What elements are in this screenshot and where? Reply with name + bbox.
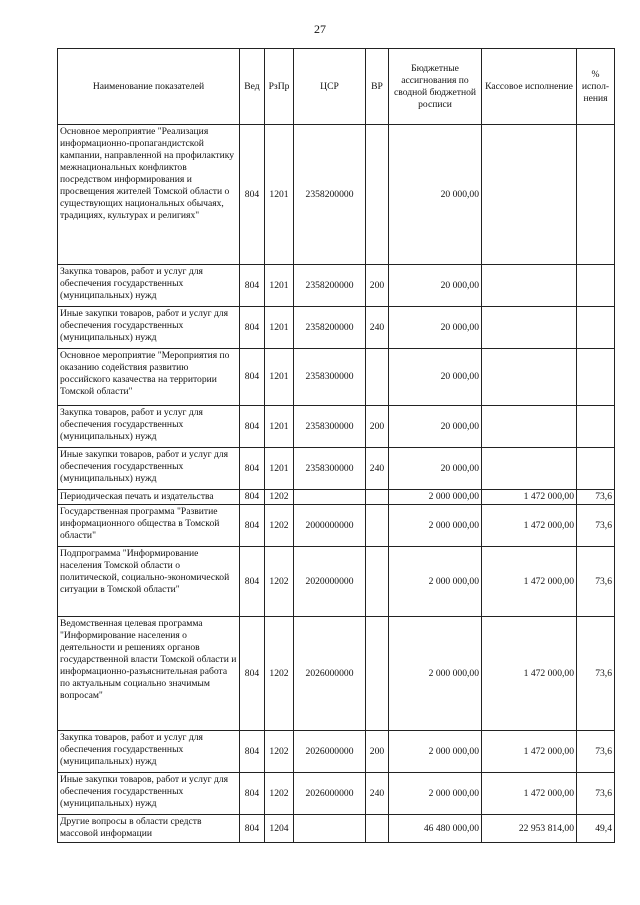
row-rzpr: 1201: [265, 307, 294, 349]
row-ved: 804: [240, 773, 265, 815]
row-ved: 804: [240, 490, 265, 505]
row-csr: 2358200000: [294, 265, 366, 307]
row-cash: 1 472 000,00: [482, 617, 577, 731]
row-csr: 2026000000: [294, 731, 366, 773]
row-ved: 804: [240, 125, 265, 265]
row-budget: 2 000 000,00: [389, 490, 482, 505]
table-row: [58, 547, 615, 617]
row-budget: 2 000 000,00: [389, 773, 482, 815]
row-vr: [366, 349, 389, 406]
row-cash: 22 953 814,00: [482, 815, 577, 843]
row-ved: 804: [240, 406, 265, 448]
row-csr: 2026000000: [294, 773, 366, 815]
row-rzpr: 1202: [265, 490, 294, 505]
row-csr: 2358200000: [294, 125, 366, 265]
row-name: Другие вопросы в области средств массовой информации: [58, 815, 240, 843]
table-row: [58, 349, 615, 406]
row-csr: 2000000000: [294, 505, 366, 547]
row-name: Иные закупки товаров, работ и услуг для обеспечения государственных (муниципальных) нужд: [58, 307, 240, 349]
table-row: [58, 265, 615, 307]
row-pct: 73,6: [577, 731, 615, 773]
row-pct: 73,6: [577, 773, 615, 815]
header-cash: Кассовое исполнение: [482, 49, 577, 125]
row-rzpr: 1202: [265, 731, 294, 773]
row-name: Основное мероприятие "Реализация информационно-пропагандистской кампании, направленной на профилактику межнациональных конфликтов посредством информирования и просвещения жителей Томской области о существующих национальных обычаях, традициях, культурах и религиях": [58, 125, 240, 265]
row-pct: [577, 406, 615, 448]
row-ved: 804: [240, 815, 265, 843]
row-cash: [482, 265, 577, 307]
row-name: Иные закупки товаров, работ и услуг для обеспечения государственных (муниципальных) нужд: [58, 448, 240, 490]
row-cash: [482, 349, 577, 406]
row-ved: 804: [240, 505, 265, 547]
row-vr: [366, 125, 389, 265]
table-row: [58, 448, 615, 490]
row-pct: 73,6: [577, 547, 615, 617]
row-rzpr: 1202: [265, 617, 294, 731]
table-row: [58, 125, 615, 265]
row-csr: 2358300000: [294, 406, 366, 448]
row-budget: 20 000,00: [389, 265, 482, 307]
row-rzpr: 1201: [265, 265, 294, 307]
row-cash: 1 472 000,00: [482, 505, 577, 547]
row-rzpr: 1202: [265, 505, 294, 547]
row-rzpr: 1201: [265, 448, 294, 490]
row-vr: 240: [366, 448, 389, 490]
row-ved: 804: [240, 448, 265, 490]
table-row: [58, 406, 615, 448]
table-row: [58, 505, 615, 547]
row-pct: 49,4: [577, 815, 615, 843]
row-cash: 1 472 000,00: [482, 490, 577, 505]
row-budget: 20 000,00: [389, 406, 482, 448]
row-rzpr: 1201: [265, 125, 294, 265]
row-vr: [366, 490, 389, 505]
row-rzpr: 1204: [265, 815, 294, 843]
table-row: [58, 617, 615, 731]
row-csr: [294, 490, 366, 505]
row-budget: 2 000 000,00: [389, 505, 482, 547]
row-cash: [482, 307, 577, 349]
row-rzpr: 1201: [265, 406, 294, 448]
row-ved: 804: [240, 349, 265, 406]
row-name: Периодическая печать и издательства: [58, 490, 240, 505]
row-name: Закупка товаров, работ и услуг для обеспечения государственных (муниципальных) нужд: [58, 265, 240, 307]
page-number: 27: [314, 22, 326, 36]
row-csr: 2358200000: [294, 307, 366, 349]
row-pct: [577, 265, 615, 307]
row-cash: 1 472 000,00: [482, 547, 577, 617]
table-row: [58, 815, 615, 843]
row-pct: 73,6: [577, 505, 615, 547]
header-row: [58, 49, 615, 125]
table-row: [58, 773, 615, 815]
header-name: Наименование показателей: [58, 49, 240, 125]
row-ved: 804: [240, 307, 265, 349]
row-ved: 804: [240, 731, 265, 773]
row-vr: [366, 547, 389, 617]
row-name: Государственная программа "Развитие информационного общества в Томской области": [58, 505, 240, 547]
row-pct: 73,6: [577, 490, 615, 505]
header-ved: Вед: [240, 49, 265, 125]
row-pct: [577, 307, 615, 349]
row-ved: 804: [240, 617, 265, 731]
row-pct: [577, 448, 615, 490]
table-row: [58, 307, 615, 349]
row-vr: 200: [366, 406, 389, 448]
row-csr: 2358300000: [294, 448, 366, 490]
row-rzpr: 1202: [265, 773, 294, 815]
row-vr: 200: [366, 265, 389, 307]
row-csr: 2026000000: [294, 617, 366, 731]
row-csr: [294, 815, 366, 843]
row-cash: 1 472 000,00: [482, 731, 577, 773]
budget-table: [57, 48, 615, 843]
row-budget: 46 480 000,00: [389, 815, 482, 843]
row-name: Основное мероприятие "Мероприятия по оказанию содействия развитию российского казачества на территории Томской области": [58, 349, 240, 406]
row-budget: 20 000,00: [389, 307, 482, 349]
row-name: Закупка товаров, работ и услуг для обеспечения государственных (муниципальных) нужд: [58, 731, 240, 773]
row-vr: [366, 815, 389, 843]
table-row: [58, 490, 615, 505]
row-rzpr: 1202: [265, 547, 294, 617]
row-budget: 2 000 000,00: [389, 547, 482, 617]
row-csr: 2358300000: [294, 349, 366, 406]
row-pct: 73,6: [577, 617, 615, 731]
table-row: [58, 731, 615, 773]
row-name: Подпрограмма "Информирование населения Томской области о политической, социально-экономической ситуации в Томской области": [58, 547, 240, 617]
row-cash: [482, 406, 577, 448]
row-budget: 2 000 000,00: [389, 617, 482, 731]
row-name: Иные закупки товаров, работ и услуг для обеспечения государственных (муниципальных) нужд: [58, 773, 240, 815]
row-cash: [482, 125, 577, 265]
row-budget: 20 000,00: [389, 125, 482, 265]
row-name: Закупка товаров, работ и услуг для обеспечения государственных (муниципальных) нужд: [58, 406, 240, 448]
row-pct: [577, 349, 615, 406]
row-budget: 2 000 000,00: [389, 731, 482, 773]
row-vr: [366, 617, 389, 731]
row-vr: 240: [366, 307, 389, 349]
header-vr: ВР: [366, 49, 389, 125]
header-rzpr: РзПр: [265, 49, 294, 125]
row-vr: 200: [366, 731, 389, 773]
row-vr: 240: [366, 773, 389, 815]
row-budget: 20 000,00: [389, 448, 482, 490]
row-name: Ведомственная целевая программа "Информирование населения о деятельности и решениях органов государственной власти Томской области и информационно-разъяснительная работа по актуальным социально значимым вопросам": [58, 617, 240, 731]
row-cash: 1 472 000,00: [482, 773, 577, 815]
row-budget: 20 000,00: [389, 349, 482, 406]
row-vr: [366, 505, 389, 547]
row-ved: 804: [240, 547, 265, 617]
header-csr: ЦСР: [294, 49, 366, 125]
row-cash: [482, 448, 577, 490]
row-pct: [577, 125, 615, 265]
row-ved: 804: [240, 265, 265, 307]
header-pct: % испол-нения: [577, 49, 615, 125]
header-budget: Бюджетные ассигнования по сводной бюджетной росписи: [389, 49, 482, 125]
row-csr: 2020000000: [294, 547, 366, 617]
row-rzpr: 1201: [265, 349, 294, 406]
